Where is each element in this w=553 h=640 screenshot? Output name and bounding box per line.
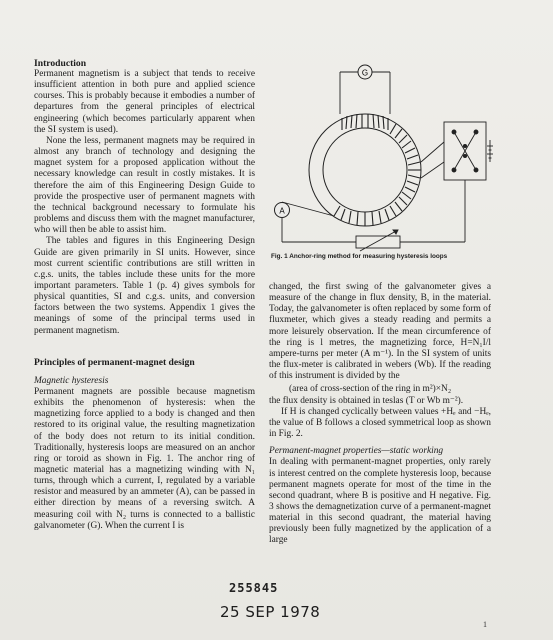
figure-anchor-ring-diagram (268, 52, 493, 252)
hysteresis-paragraph: Permanent magnets are possible because magnetism exhibits the phenomenon of hysteresis: when the magnetizing force applied to a body is changed and then restored to its original value, the resulting magnetization of the body does not return to its initial condition. Traditionally, hysteresis loops are measured on an anchor ring or toroid as shown in Fig. 1. The anchor ring of magnetic material has a magnetizing winding with N₁ turns, through which a current, I, regulated by a variable resistor and measured by an ammeter (A), can be passed in either direction by means of a reversing switch. A measuring coil with N₂ turns is connected to a ballistic galvanometer (G). When the current I is (34, 386, 256, 531)
magnetic-hysteresis-subheading: Magnetic hysteresis (34, 375, 109, 386)
variable-resistor (356, 236, 400, 248)
right-paragraph-4: In dealing with permanent-magnet properties, only rarely is interest centred on the complete hysteresis loop, because permanent magnets operate for most of the time in the second quadrant, where B is positive and H negative. Fig. 3 shows the demagnetization curve of a permanent-magnet material in this second quadrant, the material having previously been fully magnetized by the application of a large (269, 457, 491, 546)
right-column (269, 282, 491, 547)
galvanometer-label: G (361, 68, 369, 78)
right-paragraph-1: changed, the first swing of the galvanometer gives a measure of the change in flux density, B, in the material. Today, the galvanometer is often replaced by some form of fluxmeter, which gives a steady reading and permits a more leisurely observation. If the mean circumference of the ring is l metres, the magnetizing force, H=N₁I/l ampere-turns per meter (A m⁻¹). In the SI system of units the flux-meter is calibrated in webers (Wb). If the reading of this instrument is divided by the (269, 282, 491, 382)
magnetizing-circuit (282, 180, 465, 251)
introduction-heading: Introduction (34, 58, 87, 69)
intro-paragraph-1: Permanent magnetism is a subject that tends to receive insufficient attention in both pure and applied science courses. This is probably because it embodies a number of departures from the general principles of electrical engineering (which becomes particularly apparent when the SI system is used). (34, 69, 255, 135)
ammeter-label: A (279, 206, 285, 216)
area-formula: (area of cross-section of the ring in m²)×N₂ (289, 384, 452, 395)
anchor-ring-circuit-diagram (268, 52, 493, 252)
figure-caption: Fig. 1 Anchor-ring method for measuring hysteresis loops (271, 253, 448, 260)
intro-paragraph-3: The tables and figures in this Engineering Design Guide are given primarily in SI units. However, since most current scientific contributions are still written in c.g.s. units, the tables include these units for the more important parameters. Table 1 (p. 4) gives symbols for physical quantities, SI and c.g.s. units, and conversion factors between the two systems. Appendix 1 gives the meanings of some of the principal terms used in permanent magnetism. (34, 236, 255, 336)
static-working-subheading: Permanent-magnet properties—static working (269, 446, 444, 457)
left-column (34, 58, 255, 532)
date-stamp: 25 SEP 1978 (220, 603, 321, 621)
right-paragraph-3: If H is changed cyclically between values +Hₑ and −Hₑ, the value of B follows a closed symmetrical loop as shown in Fig. 2. (269, 406, 491, 440)
anchor-ring-toroid (309, 114, 421, 226)
right-paragraph-2: the flux density is obtained in teslas (T or Wb m⁻²). (269, 395, 464, 406)
serial-number-stamp: 255845 (229, 581, 279, 595)
reversing-switch (421, 122, 493, 180)
principles-heading: Principles of permanent-magnet design (34, 356, 195, 368)
intro-paragraph-2: None the less, permanent magnets may be required in almost any branch of technology and designing the magnet system for a proposed application without the necessary knowledge can result in costly mistakes. It is therefore the aim of this Engineering Design Guide to provide the prospective user of permanent magnets with the technical background necessary to formulate his problems and discuss them with the magnet manufacturer, who will then be able to assist him. (34, 135, 255, 236)
page-number: 1 (483, 620, 487, 629)
